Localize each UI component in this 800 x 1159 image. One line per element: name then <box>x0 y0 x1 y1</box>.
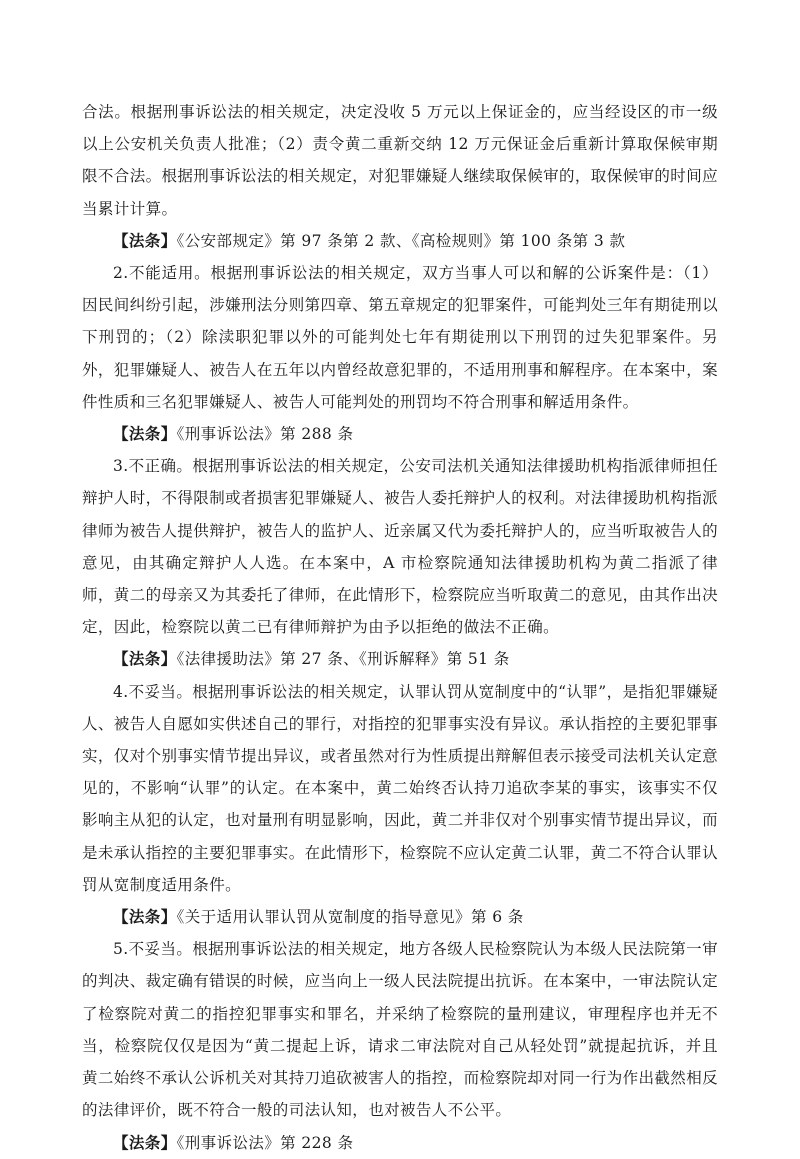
law-tag: 【法条】 <box>113 424 177 444</box>
answer-paragraph-4: 4.不妥当。根据刑事诉讼法的相关规定，认罪认罚从宽制度中的“认罪”，是指犯罪嫌疑人、被告人自愿如实供述自己的罪行，对指控的犯罪事实没有异议。承认指控的主要犯罪事实，仅对个别事实情节提出异议，或者虽然对行为性质提出辩解但表示接受司法机关认定意见的，不影响“认罪”的认定。在本案中，黄二始终否认持刀追砍李某的事实，该事实不仅影响主从犯的认定，也对量刑有明显影响，因此，黄二并非仅对个别事实情节提出异议，而是未承认指控的主要犯罪事实。在此情形下，检察院不应认定黄二认罪，黄二不符合认罪认罚从宽制度适用条件。 <box>82 682 719 894</box>
law-tag: 【法条】 <box>113 907 177 927</box>
answer-paragraph-1-continued: 合法。根据刑事诉讼法的相关规定，决定没收 5 万元以上保证金的，应当经设区的市一级以上公安机关负责人批准；（2）责令黄二重新交纳 12 万元保证金后重新计算取保候审期限不合法。根据刑事诉讼法的相关规定，对犯罪嫌疑人继续取保候审的，取保候审的时间应当累计计算。 <box>82 103 719 218</box>
law-reference-4 <box>82 901 718 933</box>
law-reference-text: 《刑事诉讼法》第 288 条 <box>176 425 354 444</box>
answer-paragraph-2: 2.不能适用。根据刑事诉讼法的相关规定，双方当事人可以和解的公诉案件是：（1）因民间纠纷引起，涉嫌刑法分则第四章、第五章规定的犯罪案件，可能判处三年有期徒刑以下刑罚的；（2）除渎职犯罪以外的可能判处七年有期徒刑以下刑罚的过失犯罪案件。另外，犯罪嫌疑人、被告人在五年以内曾经故意犯罪的，不适用刑事和解程序。在本案中，案件性质和三名犯罪嫌疑人、被告人可能判处的刑罚均不符合刑事和解适用条件。 <box>82 264 719 411</box>
answer-paragraph-3: 3.不正确。根据刑事诉讼法的相关规定，公安司法机关通知法律援助机构指派律师担任辩护人时，不得限制或者损害犯罪嫌疑人、被告人委托辩护人的权利。对法律援助机构指派律师为被告人提供辩护，被告人的监护人、近亲属又代为委托辩护人的，应当听取被告人的意见，由其确定辩护人人选。在本案中，A 市检察院通知法律援助机构为黄二指派了律师，黄二的母亲又为其委托了律师，在此情形下，检察院应当听取黄二的意见，由其作出决定，因此，检察院以黄二已有律师辩护为由予以拒绝的做法不正确。 <box>82 457 719 637</box>
answer-paragraph-5: 5.不妥当。根据刑事诉讼法的相关规定，地方各级人民检察院认为本级人民法院第一审的判决、裁定确有错误的时候，应当向上一级人民法院提出抗诉。在本案中，一审法院认定了检察院对黄二的指控犯罪事实和罪名，并采纳了检察院的量刑建议，审理程序也并无不当，检察院仅仅是因为“黄二提起上诉，请求二审法院对自己从轻处罚”就提起抗诉，并且黄二始终不承认公诉机关对其持刀追砍被害人的指控，而检察院却对同一行为作出截然相反的法律评价，既不符合一般的司法认知，也对被告人不公平。 <box>82 940 719 1120</box>
law-reference-text: 《公安部规定》第 97 条第 2 款、《高检规则》第 100 条第 3 款 <box>176 231 626 250</box>
law-reference-3 <box>82 643 718 675</box>
law-reference-text: 《法律援助法》第 27 条、《刑诉解释》第 51 条 <box>176 650 510 669</box>
law-tag: 【法条】 <box>113 1132 177 1152</box>
law-tag: 【法条】 <box>113 649 177 669</box>
document-body <box>82 96 718 1159</box>
law-reference-text: 《刑事诉讼法》第 228 条 <box>176 1133 354 1152</box>
law-tag: 【法条】 <box>113 230 177 250</box>
law-reference-text: 《关于适用认罪认罚从宽制度的指导意见》第 6 条 <box>176 908 524 927</box>
law-reference-2 <box>82 418 718 450</box>
law-reference-5 <box>82 1127 718 1159</box>
law-reference-1 <box>82 225 718 257</box>
